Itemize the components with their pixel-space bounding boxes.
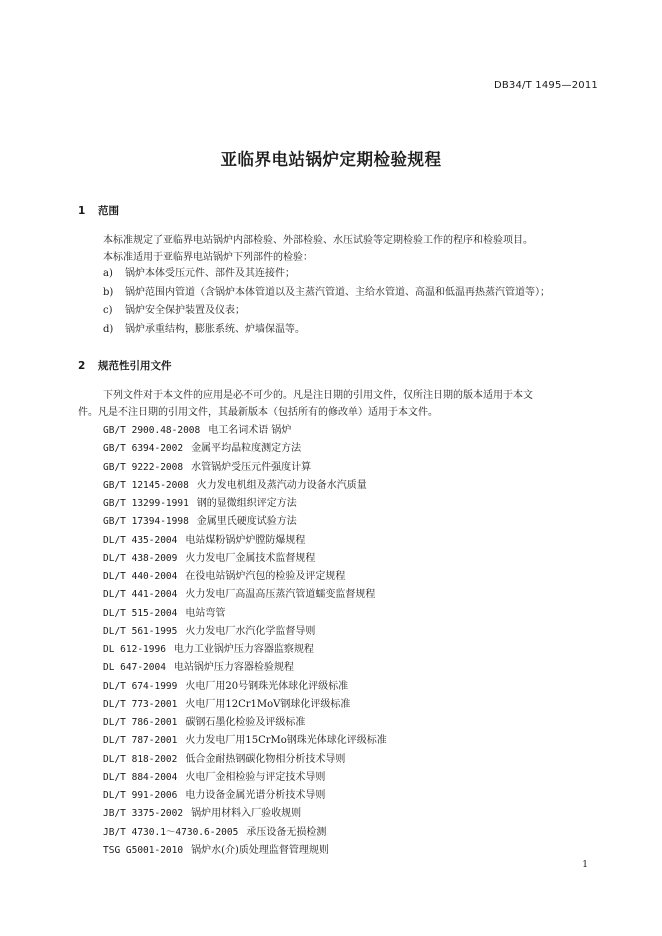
reference-title: 火力发电厂高温高压蒸汽管道蠕变监督规程 — [185, 589, 376, 601]
reference-code: GB/T 6394-2002 — [103, 443, 184, 455]
reference-item — [103, 714, 387, 732]
reference-title: 火力发电厂金属技术监督规程 — [185, 552, 316, 564]
reference-code: JB/T 4730.1～4730.6-2005 — [103, 826, 239, 838]
section-1-number: 1 — [78, 205, 86, 217]
reference-item — [103, 586, 387, 604]
reference-code: GB/T 13299-1991 — [103, 498, 189, 509]
reference-code: DL/T 787-2001 — [103, 735, 178, 747]
reference-list — [103, 422, 387, 860]
section-1-paragraph: 本标准规定了亚临界电站锅炉内部检验、外部检验、水压试验等定期检验工作的程序和检验项目。 — [103, 235, 533, 246]
reference-item — [103, 550, 387, 568]
reference-code: GB/T 2900.48-2008 — [103, 425, 201, 436]
reference-item — [103, 751, 387, 769]
section-1-heading — [78, 203, 119, 218]
reference-item — [103, 440, 387, 458]
reference-title: 锅炉水(介)质处理监督管理规则 — [191, 844, 329, 856]
list-item-text: 锅炉范围内管道（含锅炉本体管道以及主蒸汽管道、主给水管道、高温和低温再热蒸汽管道等）； — [125, 286, 550, 298]
reference-code: DL/T 674-1999 — [103, 680, 178, 692]
reference-code: DL 612-1996 — [103, 644, 166, 655]
reference-code: DL/T 561-1995 — [103, 625, 178, 637]
reference-code: DL/T 441-2004 — [103, 589, 178, 601]
document-title: 亚临界电站锅炉定期检验规程 — [220, 150, 442, 169]
reference-title: 低合金耐热钢碳化物相分析技术导则 — [185, 753, 346, 765]
reference-title: 火力发电厂水汽化学监督导则 — [185, 625, 316, 637]
reference-code: TSG G5001-2010 — [103, 844, 184, 856]
reference-item — [103, 459, 387, 477]
reference-title: 金属平均晶粒度测定方法 — [191, 443, 302, 455]
section-1-paragraph: 本标准适用于亚临界电站锅炉下列部件的检验： — [103, 252, 313, 263]
reference-title: 火力发电厂用15CrMo钢珠光体球化评级标准 — [185, 735, 387, 747]
reference-title: 钢的显微组织评定方法 — [196, 498, 297, 509]
list-item-mark: b) — [103, 286, 114, 298]
reference-item — [103, 532, 387, 550]
reference-title: 电工名词术语 锅炉 — [208, 425, 292, 436]
reference-item — [103, 623, 387, 641]
reference-title: 碳钢石墨化检验及评级标准 — [185, 717, 306, 728]
standard-code: DB34/T 1495—2011 — [493, 80, 598, 91]
reference-code: DL/T 773-2001 — [103, 698, 178, 710]
reference-code: DL/T 440-2004 — [103, 571, 178, 582]
scope-list — [103, 265, 550, 340]
reference-item — [103, 696, 387, 714]
list-item — [103, 321, 550, 340]
reference-item — [103, 805, 387, 823]
page-number: 1 — [582, 860, 588, 870]
reference-title: 承压设备无损检测 — [246, 826, 327, 838]
reference-title: 金属里氏硬度试验方法 — [196, 516, 297, 528]
list-item — [103, 302, 550, 321]
reference-item — [103, 513, 387, 531]
reference-item — [103, 641, 387, 659]
reference-code: GB/T 12145-2008 — [103, 479, 189, 491]
section-2-intro: 下列文件对于本文件的应用是必不可少的。凡是注日期的引用文件，仅所注日期的版本适用于本文 — [103, 390, 533, 401]
section-2-title: 规范性引用文件 — [98, 360, 172, 372]
reference-code: DL/T 435-2004 — [103, 534, 178, 546]
reference-title: 在役电站锅炉汽包的检验及评定规程 — [185, 571, 346, 582]
reference-code: DL/T 438-2009 — [103, 552, 178, 564]
list-item-text: 锅炉承重结构，膨胀系统、炉墙保温等。 — [125, 324, 305, 336]
reference-item — [103, 824, 387, 842]
reference-code: JB/T 3375-2002 — [103, 808, 184, 820]
reference-title: 电力设备金属光谱分析技术导则 — [185, 790, 326, 801]
reference-item — [103, 769, 387, 787]
section-2-number: 2 — [78, 360, 86, 372]
reference-title: 电站煤粉锅炉炉膛防爆规程 — [185, 534, 306, 546]
reference-code: GB/T 17394-1998 — [103, 516, 189, 528]
reference-code: DL/T 884-2004 — [103, 771, 178, 783]
list-item-text: 锅炉安全保护装置及仪表； — [125, 305, 245, 317]
reference-title: 锅炉用材料入厂验收规则 — [191, 808, 302, 820]
reference-item — [103, 605, 387, 623]
reference-item — [103, 659, 387, 677]
reference-item — [103, 477, 387, 495]
reference-code: DL/T 818-2002 — [103, 753, 178, 765]
reference-item — [103, 495, 387, 513]
reference-item — [103, 422, 387, 440]
list-item — [103, 265, 550, 284]
reference-code: DL 647-2004 — [103, 662, 166, 674]
list-item-mark: a) — [103, 268, 113, 279]
section-1-title: 范围 — [98, 205, 119, 217]
reference-title: 火电厂用12Cr1MoV钢球化评级标准 — [185, 698, 351, 710]
reference-title: 火电厂金相检验与评定技术导则 — [185, 771, 326, 783]
reference-code: GB/T 9222-2008 — [103, 461, 184, 473]
reference-item — [103, 787, 387, 805]
reference-code: DL/T 786-2001 — [103, 717, 178, 728]
list-item-text: 锅炉本体受压元件、部件及其连接件； — [125, 268, 295, 279]
reference-item — [103, 568, 387, 586]
reference-title: 电站弯管 — [185, 607, 226, 619]
section-2-heading — [78, 358, 172, 373]
list-item-mark: c) — [103, 305, 113, 317]
reference-title: 火电厂用20号钢珠光体球化评级标准 — [185, 680, 349, 692]
reference-item — [103, 732, 387, 750]
section-2-intro: 件。凡是不注日期的引用文件，其最新版本（包括所有的修改单）适用于本文件。 — [78, 407, 438, 418]
list-item-mark: d) — [103, 324, 114, 336]
reference-code: DL/T 515-2004 — [103, 607, 178, 619]
reference-code: DL/T 991-2006 — [103, 790, 178, 801]
reference-item — [103, 842, 387, 860]
list-item — [103, 284, 550, 303]
reference-title: 电站锅炉压力容器检验规程 — [173, 662, 294, 674]
reference-title: 电力工业锅炉压力容器监察规程 — [173, 644, 314, 655]
reference-item — [103, 678, 387, 696]
reference-title: 水管锅炉受压元件强度计算 — [191, 461, 312, 473]
reference-title: 火力发电机组及蒸汽动力设备水汽质量 — [196, 479, 367, 491]
